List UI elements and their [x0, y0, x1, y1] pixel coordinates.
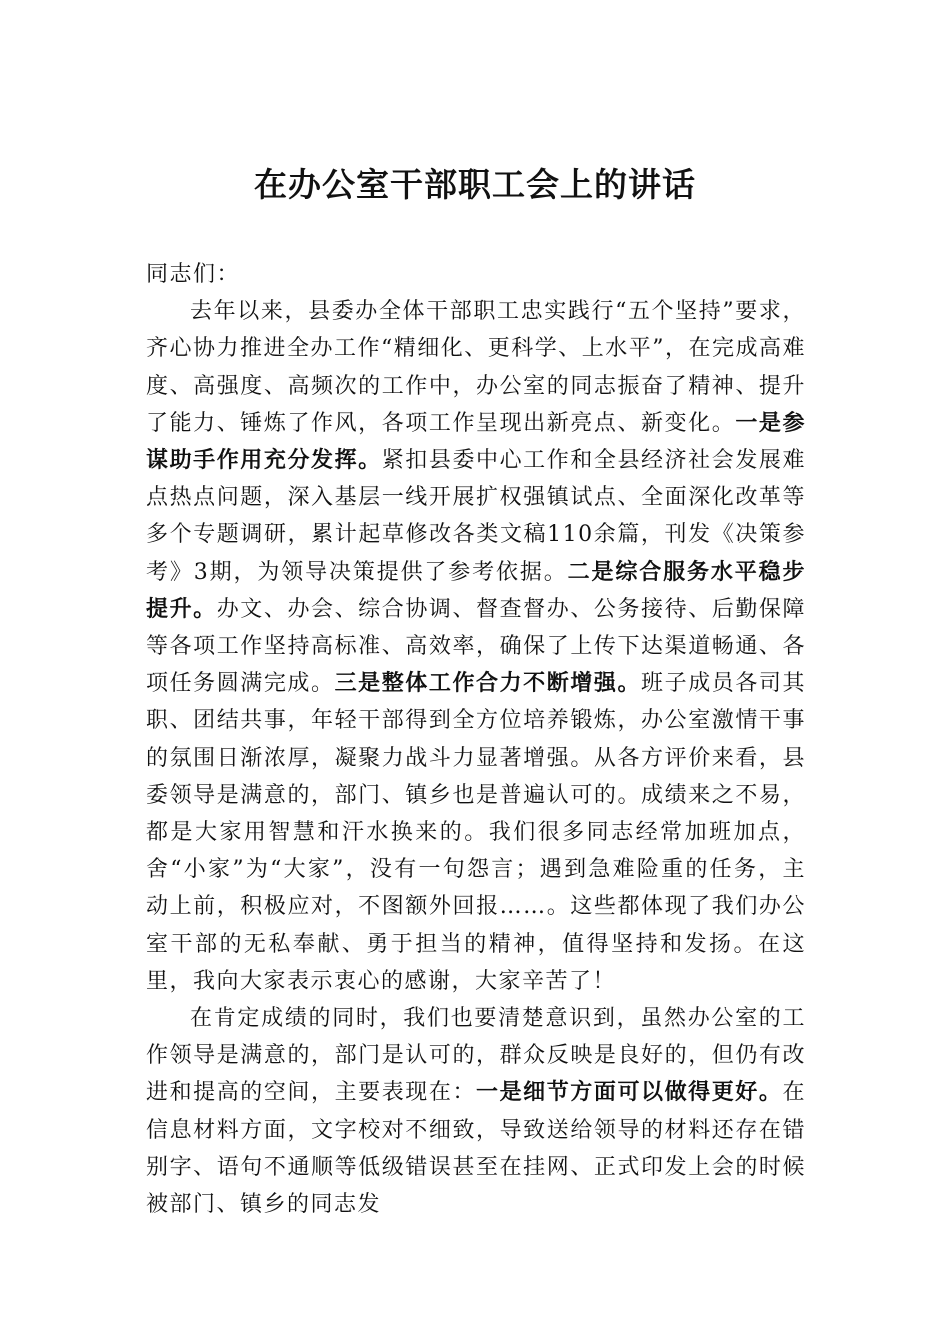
paragraph-text: 在信息材料方面，文字校对不细致，导致送给领导的材料还存在错别字、语句不通顺等低级错误甚至在挂网、正式印发上会的时候被部门、镇乡的同志发	[146, 1080, 806, 1218]
paragraph-text: 去年以来，县委办全体干部职工忠实践行“五个坚持”要求，齐心协力推进全办工作“精细化、更科学、上水平”，在完成高难度、高强度、高频次的工作中，办公室的同志振奋了精神、提升了能力、锤炼了作风，各项工作呈现出新亮点、新变化。	[146, 299, 806, 436]
paragraph-text: 班子成员各司其职、团结共事，年轻干部得到全方位培养锻炼，办公室激情干事的氛围日渐浓厚，凝聚力战斗力显著增强。从各方评价来看，县委领导是满意的，部门、镇乡也是普遍认可的。成绩来之不易，都是大家用智慧和汗水换来的。我们很多同志经常加班加点，舍“小家”为“大家”，没有一句怨言；遇到急难险重的任务，主动上前，积极应对，不图额外回报……。这些都体现了我们办公室干部的无私奉献、勇于担当的精神，值得坚持和发扬。在这里，我向大家表示衷心的感谢，大家辛苦了！	[146, 671, 806, 994]
document-body	[146, 256, 806, 1223]
paragraph-achievements	[146, 293, 806, 1000]
paragraph-text: 紧扣县委中心工作和全县经济社会发展难点热点问题，深入基层一线开展扩权强镇试点、全面深化改革等多个专题调研，累计起草修改各类文稿110余篇，刊发《决策参考》3期，为领导决策提供了参考依据。	[146, 448, 806, 585]
bold-heading-team-synergy: 三是整体工作合力不断增强。	[334, 670, 642, 697]
bold-heading-service-level: 二是综合服务水平稳步提升。	[146, 558, 806, 622]
document-title: 在办公室干部职工会上的讲话	[254, 165, 696, 204]
salutation: 同志们：	[146, 262, 241, 287]
paragraph-text: 在肯定成绩的同时，我们也要清楚意识到，虽然办公室的工作领导是满意的，部门是认可的，群众反映是良好的，但仍有改进和提高的空间，主要表现在：	[146, 1006, 806, 1106]
bold-heading-details: 一是细节方面可以做得更好。	[476, 1079, 783, 1106]
bold-heading-advisory-role: 一是参谋助手作用充分发挥。	[146, 409, 806, 474]
paragraph-text: 办文、办会、综合协调、督查督办、公务接待、后勤保障等各项工作坚持高标准、高效率，确保了上传下达渠道畅通、各项任务圆满完成。	[146, 596, 806, 697]
paragraph-shortcomings	[146, 1000, 806, 1223]
